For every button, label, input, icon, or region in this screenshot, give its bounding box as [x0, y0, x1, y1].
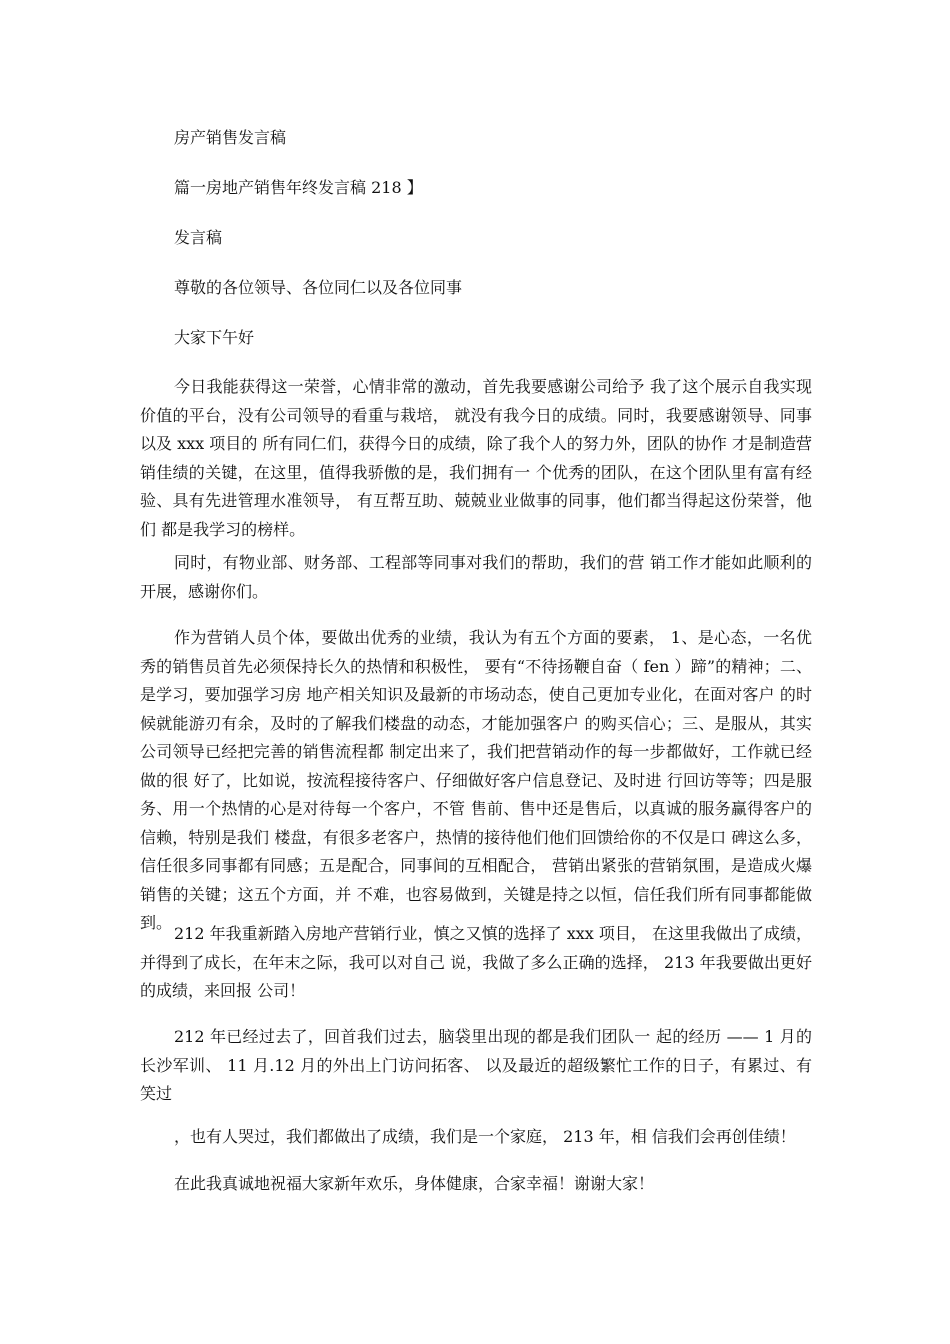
paragraph-career-choice: 212 年我重新踏入房地产营销行业，慎之又慎的选择了 xxx 项目， 在这里我做出了成绩，并得到了成长，在年末之际，我可以对自己 说，我做了多么正确的选择， 213 年我要做出更好的成绩，来回报 公司！ [140, 924, 812, 1000]
paragraph-year-review: 212 年已经过去了，回首我们过去，脑袋里出现的都是我们团队一 起的经历 —— 1 月的长沙军训、 11 月.12 月的外出上门访问拓客、 以及最近的超级繁忙工作的日子，有累过、有笑过 [140, 1027, 812, 1103]
document-subtitle: 篇一房地产销售年终发言稿 218 】 [174, 178, 423, 197]
salutation: 尊敬的各位领导、各位同仁以及各位同事 [174, 278, 463, 297]
document-title: 房产销售发言稿 [174, 128, 287, 147]
paragraph-five-elements: 作为营销人员个体，要做出优秀的业绩，我认为有五个方面的要素， 1、是心态，一名优秀的销售员首先必须保持长久的热情和积极性， 要有“不待扬鞭自奋（ fen ）蹄”的精神；二、是学习，要加强学习房 地产相关知识及最新的市场动态，使自己更加专业化，在面对客户 的时候就能游刃有余，及时的了解我们楼盘的动态，才能加强客户 的购买信心；三、是服从，其实公司领导已经把完善的销售流程都 制定出来了，我们把营销动作的每一步都做好，工作就已经做的很 好了，比如说，按流程接待客户、仔细做好客户信息登记、及时进 行回访等等；四是服务、用一个热情的心是对待每一个客户，不管 售前、售中还是售后，以真诚的服务赢得客户的信赖，特别是我们 楼盘，有很多老客户，热情的接待他们他们回馈给你的不仅是口 碑这么多，信任很多同事都有同感；五是配合，同事间的互相配合， 营销出紧张的营销氛围，是造成火爆销售的关键；这五个方面，并 不难，也容易做到，关键是持之以恒，信任我们所有同事都能做到。 [140, 628, 812, 932]
paragraph-closing-wishes: 在此我真诚地祝福大家新年欢乐，身体健康，合家幸福！谢谢大家！ [174, 1174, 655, 1193]
document-heading: 发言稿 [174, 228, 223, 247]
paragraph-family: ，也有人哭过，我们都做出了成绩，我们是一个家庭， 213 年，相 信我们会再创佳绩！ [174, 1127, 796, 1146]
paragraph-gratitude: 今日我能获得这一荣誉，心情非常的激动，首先我要感谢公司给予 我了这个展示自我实现价值的平台，没有公司领导的看重与栽培， 就没有我今日的成绩。同时，我要感谢领导、同事以及 xxx 项目的 所有同仁们，获得今日的成绩，除了我个人的努力外，团队的协作 才是制造营销佳绩的关键，在这里，值得我骄傲的是，我们拥有一 个优秀的团队，在这个团队里有富有经验、具有先进管理水准领导， 有互帮互助、兢兢业业做事的同事，他们都当得起这份荣誉，他们 都是我学习的榜样。 [140, 377, 812, 539]
paragraph-thanks-departments: 同时，有物业部、财务部、工程部等同事对我们的帮助，我们的营 销工作才能如此顺利的开展，感谢你们。 [140, 553, 812, 601]
greeting: 大家下午好 [174, 328, 255, 347]
